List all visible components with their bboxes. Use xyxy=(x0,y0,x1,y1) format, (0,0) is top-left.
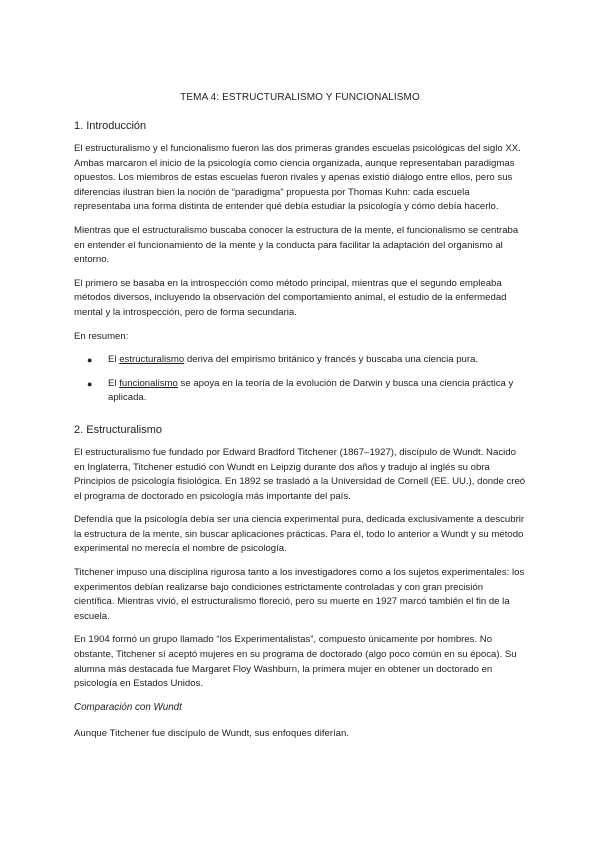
paragraph: En 1904 formó un grupo llamado “los Experimentalistas”, compuesto únicamente por hombres. No obstante, Titchener sí aceptó mujeres en su programa de doctorado (algo poco común en su época). Su alumna más destacada fue Margaret Floy Washburn, la primera mujer en obtener un doctorado en psicología en Estados Unidos. xyxy=(74,634,517,690)
term-funcionalismo: funcionalismo xyxy=(119,377,178,389)
paragraph: El estructuralismo y el funcionalismo fueron las dos primeras grandes escuelas psicológicas del siglo XX. Ambas marcaron el inicio de la psicología como ciencia organizada, aunque representaban paradigmas opuestos. Los miembros de estas escuelas fueron rivales y apenas existió diálogo entre ellos, pero sus diferencias ilustran bien la noción de “paradigma” propuesta por Thomas Kuhn: cada escuela representaba una forma distinta de entender qué debía estudiar la psicología y cómo debía hacerlo. xyxy=(74,143,521,213)
paragraph: Aunque Titchener fue discípulo de Wundt, sus enfoques diferían. xyxy=(74,727,350,739)
paragraph: Titchener impuso una disciplina rigurosa tanto a los investigadores como a los sujetos experimentales: los experimentos debían realizarse bajo condiciones estrictamente controladas y con gran precisión científica. Mientras vivió, el estructuralismo floreció, pero su muerte en 1927 marcó también el fin de la escuela. xyxy=(74,567,525,622)
summary-label: En resumen: xyxy=(74,330,129,342)
bullet-icon: ● xyxy=(87,378,93,389)
paragraph: El primero se basaba en la introspección como método principal, mientras que el segundo empleaba métodos diversos, incluyendo la observación del comportamiento animal, el estudio de la enfermedad mental y la introspección, pero de forma secundaria. xyxy=(74,277,507,318)
section-heading-introduccion: 1. Introducción xyxy=(74,120,147,132)
list-item xyxy=(74,353,526,368)
bullet-text: deriva del empirismo británico y francés y buscaba una ciencia pura. xyxy=(184,354,479,366)
subheading-comparacion-wundt: Comparación con Wundt xyxy=(74,701,182,713)
bullet-prefix: El xyxy=(108,377,120,389)
bullet-prefix: El xyxy=(108,354,120,366)
summary-list xyxy=(74,353,526,406)
term-estructuralismo: estructuralismo xyxy=(119,354,185,366)
section-heading-estructuralismo: 2. Estructuralismo xyxy=(74,423,163,436)
list-item xyxy=(74,377,526,406)
bullet-text: se apoya en la teoría de la evolución de Darwin y busca una ciencia práctica y aplicada. xyxy=(108,377,514,404)
paragraph: El estructuralismo fue fundado por Edward Bradford Titchener (1867–1927), discípulo de Wundt. Nacido en Inglaterra, Titchener estudió con Wundt en Leipzig durante dos años y tradujo al inglés su obra Principios de psicología fisiológica. En 1892 se trasladó a la Universidad de Cornell (EE. UU.), donde creó el programa de doctorado en psicología más importante del país. xyxy=(74,446,526,502)
section-estructuralismo xyxy=(74,423,526,742)
paragraph: Defendía que la psicología debía ser una ciencia experimental pura, dedicada exclusivamente a descubrir la estructura de la mente, sin buscar aplicaciones prácticas. Para él, todo lo anterior a Wundt y su método experimental no merecía el nombre de psicología. xyxy=(74,514,525,555)
bullet-icon: ● xyxy=(87,355,93,366)
document-title: TEMA 4: ESTRUCTURALISMO Y FUNCIONALISMO xyxy=(180,92,420,103)
section-introduccion xyxy=(74,119,526,406)
paragraph: Mientras que el estructuralismo buscaba conocer la estructura de la mente, el funcionalismo se centraba en entender el funcionamiento de la mente y la conducta para facilitar la adaptación del organismo al entorno. xyxy=(74,224,519,266)
